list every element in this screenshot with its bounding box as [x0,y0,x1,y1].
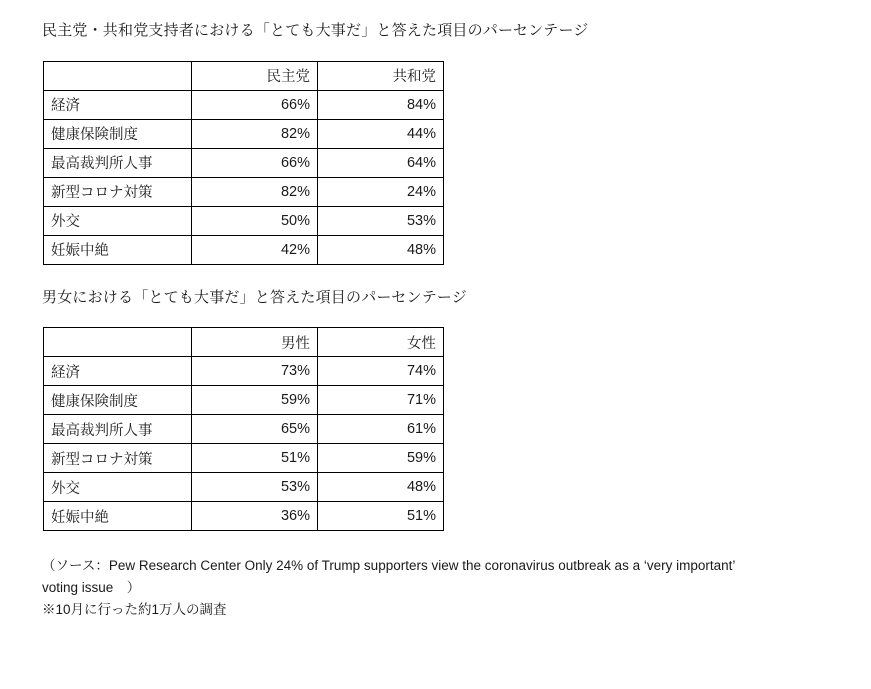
row-label: 健康保険制度 [44,386,192,415]
row-label: 妊娠中絶 [44,235,192,264]
row-label: 健康保険制度 [44,119,192,148]
table-header [44,328,444,357]
table-header [44,61,444,90]
cell-value: 59% [318,444,444,473]
table-row [44,177,444,206]
row-label: 経済 [44,357,192,386]
cell-value: 59% [192,386,318,415]
cell-value: 24% [318,177,444,206]
column-header-female: 女性 [318,328,444,357]
cell-value: 82% [192,177,318,206]
cell-value: 42% [192,235,318,264]
row-label: 新型コロナ対策 [44,177,192,206]
cell-value: 61% [318,415,444,444]
party-support-table [43,61,444,265]
table-body [44,90,444,264]
cell-value: 51% [192,444,318,473]
footnotes [42,555,742,621]
row-label: 最高裁判所人事 [44,415,192,444]
column-header-democrat: 民主党 [192,61,318,90]
column-header-male: 男性 [192,328,318,357]
table-row [44,206,444,235]
cell-value: 84% [318,90,444,119]
table-row [44,473,444,502]
cell-value: 44% [318,119,444,148]
table-row [44,235,444,264]
cell-value: 48% [318,235,444,264]
table-row [44,148,444,177]
table-row [44,119,444,148]
table-header-row [44,61,444,90]
table-row [44,502,444,531]
section-2-title: 男女における「とても大事だ」と答えた項目のパーセンテージ [42,288,468,306]
row-label: 経済 [44,90,192,119]
section-1-title: 民主党・共和党支持者における「とても大事だ」と答えた項目のパーセンテージ [42,22,589,39]
cell-value: 71% [318,386,444,415]
row-label: 新型コロナ対策 [44,444,192,473]
footnote-note: ※10月に行った約1万人の調査 [42,601,227,617]
cell-value: 50% [192,206,318,235]
table-row [44,357,444,386]
table-row [44,444,444,473]
cell-value: 65% [192,415,318,444]
table-row [44,386,444,415]
row-label: 最高裁判所人事 [44,148,192,177]
table-corner-cell [44,328,192,357]
cell-value: 82% [192,119,318,148]
cell-value: 51% [318,502,444,531]
table-row [44,90,444,119]
row-label: 妊娠中絶 [44,502,192,531]
table-body [44,357,444,531]
cell-value: 66% [192,90,318,119]
row-label: 外交 [44,206,192,235]
cell-value: 66% [192,148,318,177]
footnote-source: （ソース：Pew Research Center Only 24% of Trump supporters view the coronavirus outbreak as a ‘very important’ voting issue ） [42,558,735,595]
cell-value: 53% [318,206,444,235]
table-corner-cell [44,61,192,90]
cell-value: 48% [318,473,444,502]
gender-support-table [43,327,444,531]
cell-value: 73% [192,357,318,386]
cell-value: 53% [192,473,318,502]
table-header-row [44,328,444,357]
row-label: 外交 [44,473,192,502]
column-header-republican: 共和党 [318,61,444,90]
cell-value: 64% [318,148,444,177]
cell-value: 74% [318,357,444,386]
table-row [44,415,444,444]
cell-value: 36% [192,502,318,531]
